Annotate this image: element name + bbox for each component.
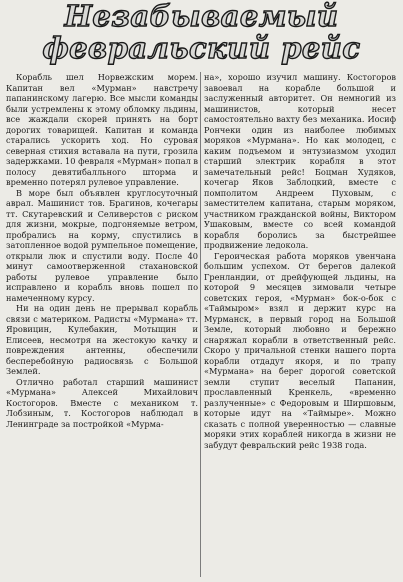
column-divider bbox=[200, 72, 201, 577]
headline-line-2: февральский рейс bbox=[42, 31, 361, 65]
paragraph: Героическая работа моряков увенчана большим успехом. От берегов далекой Гренландии, от дрейфующей льдины, на которой 9 месяцев зимовали четыре советских героя, «Мурман» бок-о-бок с «Таймыром» взял и держит курс на Мурманск, в первый город на Большой Земле, который любовно и бережно снаряжал корабли в ответственный рейс. Скоро у причальной стенки нашего порта корабли отдадут якоря, и по трапу «Мурмана» на берег дорогой советской земли ступит веселый Папанин, прославленный Кренкель, «временно разлученные» с Федоровым и Ширшовым, которые идут на «Таймыре». Можно сказать с полной уверенностью — славные моряки этих кораблей никогда в жизни не забудут февральский рейс 1938 года. bbox=[204, 250, 396, 450]
headline-line-1: Незабываемый bbox=[64, 0, 339, 33]
paragraph: Отлично работал старший машинист «Мурмана» Алексей Михайлович Костогоров. Вместе с механиком т. Лобзиным, т. Костогоров наблюдал в Ленинграде за постройкой «Мурма- bbox=[6, 376, 198, 429]
paragraph: на», хорошо изучил машину. Костогоров завоевал на корабле большой и заслуженный авторитет. Он немногий из машинистов, который несет самостоятельно вахту без механика. Иосиф Рончеки один из наиболее любимых моряков «Мурмана». Но как молодец, с каким подъемом и энтузиазмом уходил старший электрик корабля в этот замечательный рейс! Боцман Худяков, кочегар Яков Заблоцкий, вместе с помполитом Андреем Пуховым, с заместителем капитана, старым моряком, участником гражданской войны, Виктором Ушаковым, вместе со всей командой корабля боролись за быстрейшее продвижение ледокола. bbox=[204, 72, 396, 250]
article-column-left bbox=[6, 72, 198, 580]
paragraph: Корабль шел Норвежским морем. Капитан вел «Мурман» навстречу папанинскому лагерю. Все мысли команды были устремлены к этому обломку льдины, все жаждали скорей принять на борт дорогих товарищей. Капитан и команда старались ускорить ход. Но суровая северная стихия вставала на пути, грозила задержками. 10 февраля «Мурман» попал в полосу девятибалльного шторма и временно потерял рулевое управление. bbox=[6, 72, 198, 187]
paragraph: Ни на один день не прерывал корабль связи с материком. Радисты «Мурмана» тт. Яровицин, Кулебакин, Мотыщин и Елисеев, несмотря на жестокую качку и повреждения антенны, обеспечили бесперебойную радиосвязь с Большой Землей. bbox=[6, 303, 198, 376]
paragraph: В море был объявлен круглосуточный аврал. Машинист тов. Брагинов, кочегары тт. Скутаревский и Селиверстов с риском для жизни, мокрые, подгоняемые ветром, пробрались на корму, спустились в затопленное водой румпельное помещение, открыли люк и спустили воду. После 40 минут самоотверженной стахановской работы рулевое управление было исправлено и корабль вновь пошел по намеченному курсу. bbox=[6, 187, 198, 303]
article-column-right bbox=[204, 72, 396, 580]
headline bbox=[0, 0, 403, 66]
